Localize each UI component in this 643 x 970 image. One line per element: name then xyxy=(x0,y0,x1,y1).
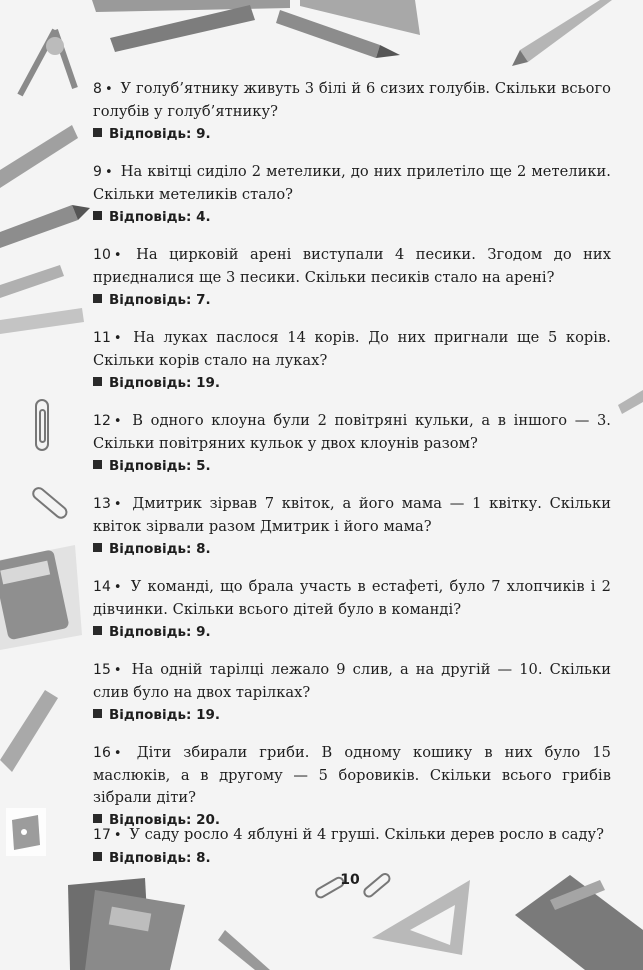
problem-item xyxy=(93,244,611,310)
problem-item xyxy=(93,824,611,868)
notebook-icon xyxy=(68,878,185,970)
answer-line xyxy=(93,848,611,868)
problem-text: У голуб’ятнику живуть 3 білі й 6 сизих голубів. Скільки всього голубів у голуб’ятнику? xyxy=(93,80,611,120)
square-bullet-icon xyxy=(93,852,102,861)
square-bullet-icon xyxy=(93,377,102,386)
answer-label: Відповідь: xyxy=(109,458,192,474)
bullet-icon: • xyxy=(113,248,122,263)
problem-text: На цирковій арені виступали 4 песики. Згодом до них приєдналися ще 3 песики. Скільки песиків стало на арені? xyxy=(93,246,611,286)
bullet-icon: • xyxy=(113,497,122,512)
answer-value: 5. xyxy=(196,458,211,474)
answer-label: Відповідь: xyxy=(109,624,192,640)
answer-value: 8. xyxy=(196,850,211,866)
problem-number: 8 xyxy=(93,81,102,97)
square-bullet-icon xyxy=(93,128,102,137)
problem-text: В одного клоуна були 2 повітряні кульки, а в іншого — 3. Скільки повітряних кульок у двох клоунів разом? xyxy=(93,412,611,452)
page-number: 10 xyxy=(340,872,360,888)
problem-question xyxy=(93,410,611,455)
square-bullet-icon xyxy=(93,211,102,220)
answer-label: Відповідь: xyxy=(109,541,192,557)
pencil-icon xyxy=(618,390,643,414)
problem-item xyxy=(93,161,611,227)
problem-number: 10 xyxy=(93,247,111,263)
sharpener-icon xyxy=(6,808,46,856)
answer-line xyxy=(93,373,611,393)
problem-question xyxy=(93,244,611,289)
problem-item xyxy=(93,78,611,144)
pencil-icon xyxy=(0,265,64,298)
answer-label: Відповідь: xyxy=(109,126,192,142)
compass-icon xyxy=(20,30,75,95)
problem-text: На квітці сиділо 2 метелики, до них прилетіло ще 2 метелики. Скільки метеликів стало? xyxy=(93,163,611,203)
answer-label: Відповідь: xyxy=(109,812,192,828)
answer-label: Відповідь: xyxy=(109,375,192,391)
square-bullet-icon xyxy=(93,814,102,823)
problem-question xyxy=(93,742,611,809)
problem-number: 16 xyxy=(93,745,111,761)
notebook-icon xyxy=(515,875,643,970)
answer-label: Відповідь: xyxy=(109,292,192,308)
problem-question xyxy=(93,78,611,123)
problem-item xyxy=(93,327,611,393)
ruler-icon xyxy=(0,308,84,334)
problem-text: Дмитрик зірвав 7 квіток, а його мама — 1 квітку. Скільки квіток зірвали разом Дмитрик і його мама? xyxy=(93,495,611,535)
problem-text: На одній тарілці лежало 9 слив, а на другій — 10. Скільки слив було на двох тарілках? xyxy=(93,661,611,701)
pencil-icon xyxy=(0,205,90,248)
problem-text: У саду росло 4 яблуні й 4 груші. Скільки дерев росло в саду? xyxy=(129,826,605,843)
answer-value: 9. xyxy=(196,624,211,640)
answer-value: 20. xyxy=(196,812,221,828)
square-bullet-icon xyxy=(93,709,102,718)
problem-question xyxy=(93,824,611,847)
answer-line xyxy=(93,705,611,725)
square-bullet-icon xyxy=(93,543,102,552)
pencil-icon xyxy=(218,930,270,970)
problem-question xyxy=(93,659,611,704)
problem-number: 11 xyxy=(93,330,111,346)
pencil-icon xyxy=(0,125,78,188)
problem-text: У команді, що брала участь в естафеті, було 7 хлопчиків і 2 дівчинки. Скільки всього дітей було в команді? xyxy=(93,578,611,618)
answer-label: Відповідь: xyxy=(109,707,192,723)
answer-line xyxy=(93,539,611,559)
paper-clip-icon xyxy=(31,486,69,520)
bullet-icon: • xyxy=(113,331,122,346)
bullet-icon: • xyxy=(113,580,122,595)
problem-question xyxy=(93,493,611,538)
problem-number: 9 xyxy=(93,164,102,180)
answer-value: 8. xyxy=(196,541,211,557)
answer-line xyxy=(93,290,611,310)
answer-value: 9. xyxy=(196,126,211,142)
calculator-icon xyxy=(0,545,82,650)
bullet-icon: • xyxy=(104,165,113,180)
problem-question xyxy=(93,161,611,206)
answer-value: 4. xyxy=(196,209,211,225)
problem-item xyxy=(93,659,611,725)
problem-item xyxy=(93,410,611,476)
answer-value: 19. xyxy=(196,707,221,723)
pencil-icon xyxy=(512,0,612,66)
problem-question xyxy=(93,327,611,372)
problem-item xyxy=(93,493,611,559)
problem-number: 15 xyxy=(93,662,111,678)
square-bullet-icon xyxy=(93,460,102,469)
problem-text: На луках паслося 14 корів. До них пригнали ще 5 корів. Скільки корів стало на луках? xyxy=(93,329,611,369)
answer-value: 7. xyxy=(196,292,211,308)
bullet-icon: • xyxy=(104,82,113,97)
problem-text: Діти збирали гриби. В одному кошику в них було 15 маслюків, а в другому — 5 боровиків. Скільки всього грибів зібрали діти? xyxy=(93,744,611,806)
pen-icon xyxy=(0,690,58,772)
problem-number: 14 xyxy=(93,579,111,595)
answer-label: Відповідь: xyxy=(109,850,192,866)
answer-line xyxy=(93,456,611,476)
paper-clip-icon xyxy=(36,400,48,450)
square-bullet-icon xyxy=(93,294,102,303)
problem-number: 13 xyxy=(93,496,111,512)
bullet-icon: • xyxy=(113,663,122,678)
bullet-icon: • xyxy=(113,414,122,429)
set-square-icon xyxy=(372,880,470,955)
bullet-icon: • xyxy=(113,828,122,843)
answer-line xyxy=(93,124,611,144)
answer-line xyxy=(93,622,611,642)
problem-item xyxy=(93,576,611,642)
square-bullet-icon xyxy=(93,626,102,635)
pencil-icon xyxy=(92,0,290,12)
paper-clip-icon xyxy=(363,872,392,898)
answer-value: 19. xyxy=(196,375,221,391)
problem-question xyxy=(93,576,611,621)
bullet-icon: • xyxy=(113,746,122,761)
problem-number: 12 xyxy=(93,413,111,429)
pencil-icon xyxy=(110,5,255,52)
answer-label: Відповідь: xyxy=(109,209,192,225)
answer-line xyxy=(93,207,611,227)
problem-number: 17 xyxy=(93,827,111,843)
problem-item xyxy=(93,742,611,830)
